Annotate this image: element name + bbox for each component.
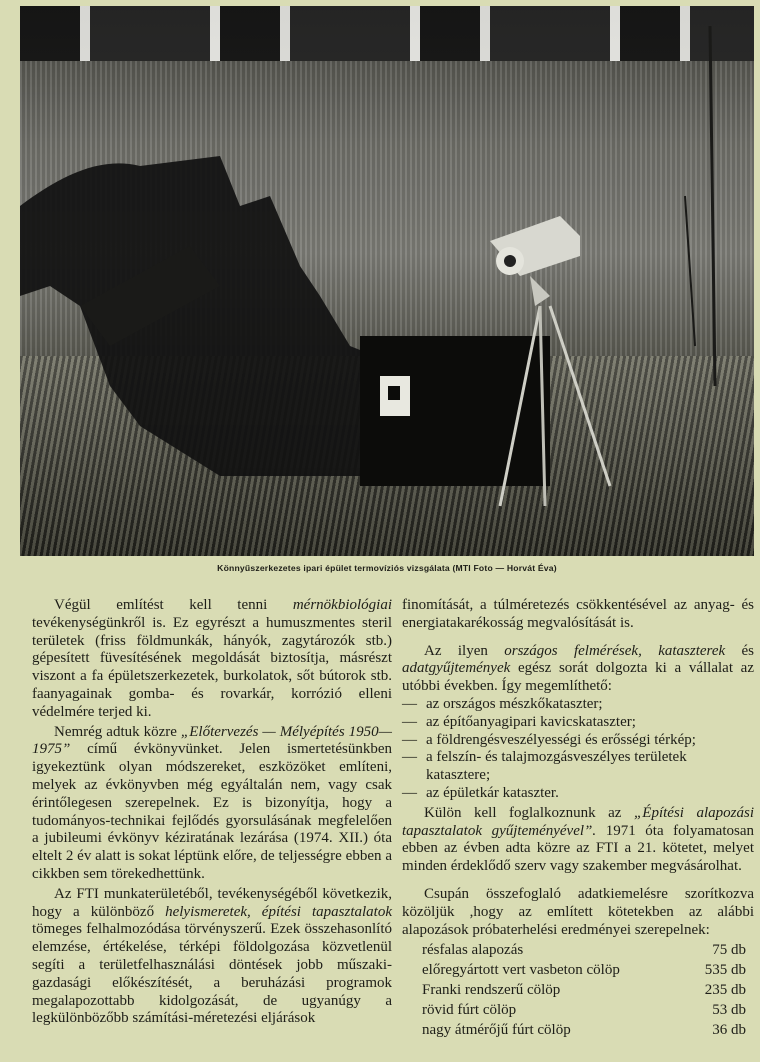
foundation-name: előregyártott vert vasbeton cölöp — [422, 962, 620, 979]
foundation-name: Franki rendszerű cölöp — [422, 982, 561, 999]
paragraph-bioengineering: Végül említést kell tenni mérnökbiológiai tevékenységünkről is. Ez egyrészt a humuszmentes steril területek (friss földmunkák, hányók, zagytározók stb.) gépesített füvesítésének megoldását biztosítja, másrészt viszont a fa épületszerkezetek, burkolatok, sőt bútorok stb. faanyagainak gomba- és rovarkár, korrózió elleni védelmére terjed ki. — [32, 597, 392, 720]
paragraph-site-knowledge: Az FTI munkaterületéből, tevékenységéből következik, hogy a különböző helyismeretek, építési tapasztalatok tömeges felhalmozódása törvényszerű. Ezek összehasonlító elemzése, értékelése, térképi földolgozása közvetlenül segíti a területfelhasználási döntések jobb műszaki-gazdasági előkészítését, a beruházási programok megalapozottabb kidolgozását, de ugyanúgy a legkülönbözőbb számítási-méretezési eljárások — [32, 885, 392, 1027]
cadastre-list — [402, 696, 754, 803]
foundation-count: 53 db — [712, 1002, 746, 1019]
foundation-count: 75 db — [712, 942, 746, 959]
list-item: — az épületkár kataszter. — [402, 785, 754, 803]
paragraph-surveys: Az ilyen országos felmérések, kataszterek és adatgyűjtemények egész sorát dolgozta ki a vállalat az utóbbi években. Így megemlíthető: — [402, 642, 755, 695]
table-row — [408, 1021, 750, 1041]
paragraph-summary: Csupán összefoglaló adatkiemelésre szorítkozva közöljük ,hogy az említett kötetekben az alábbi alapozások próbaterhelési eredményei szerepelnek: — [402, 885, 754, 938]
table-row — [408, 941, 750, 961]
list-item: — az építőanyagipari kavicskataszter; — [402, 714, 754, 732]
paragraph-foundation-collection: Külön kell foglalkoznunk az „Építési alapozási tapasztalatok gyűjteményével”. 1971 óta folyamatosan ebben az évben adta közre az FTI a 21. kötetet, melyet minden érdeklődő szerv vagy szakember megvásárolhat. — [402, 804, 754, 875]
foundation-name: nagy átmérőjű fúrt cölöp — [422, 1022, 571, 1039]
foundation-count: 535 db — [704, 962, 746, 979]
paragraph-yearbook: Nemrég adtuk közre „Előtervezés — Mélyépítés 1950—1975” című évkönyvünket. Jelen ismertetésünkben igyekeztünk olyan módszereket, eszközöket említeni, melyek az évkönyvben még egyáltalán nem, vagy csak érintőlegesen szerepelnek. Ez is bizonyítja, hogy a tudományos-technikai fejlődés gyorsulásának megfelelően a jubileumi évkönyv kéziratának lezárása (1974. XII.) óta eltelt 2 év alatt is sokat léptünk előre, de teljességre ebben a cikkben sem törekedhettünk. — [32, 723, 393, 882]
list-item: — az országos mészkőkataszter; — [402, 696, 754, 714]
paragraph-continuation: finomítását, a túlméretezés csökkentésével az anyag- és energiatakarékosság megvalósítását is. — [402, 597, 754, 631]
photo-shapes — [20, 6, 754, 556]
foundation-table — [408, 941, 750, 1041]
foundation-name: résfalas alapozás — [422, 942, 524, 959]
list-item: — a földrengésveszélyességi és erősségi térkép; — [402, 732, 754, 750]
table-row — [408, 1001, 750, 1021]
table-row — [408, 981, 750, 1001]
table-row — [408, 961, 750, 981]
right-column — [402, 597, 754, 1041]
left-column — [32, 597, 392, 1028]
foundation-count: 36 db — [712, 1022, 746, 1039]
list-item: — a felszín- és talajmozgásveszélyes területek katasztere; — [402, 749, 754, 785]
photo-caption: Könnyűszerkezetes ipari épület termovíziós vizsgálata (MTI Foto — Horvát Éva) — [217, 563, 557, 573]
foundation-name: rövid fúrt cölöp — [422, 1002, 517, 1019]
thermovision-photo — [20, 6, 754, 556]
foundation-count: 235 db — [704, 982, 746, 999]
